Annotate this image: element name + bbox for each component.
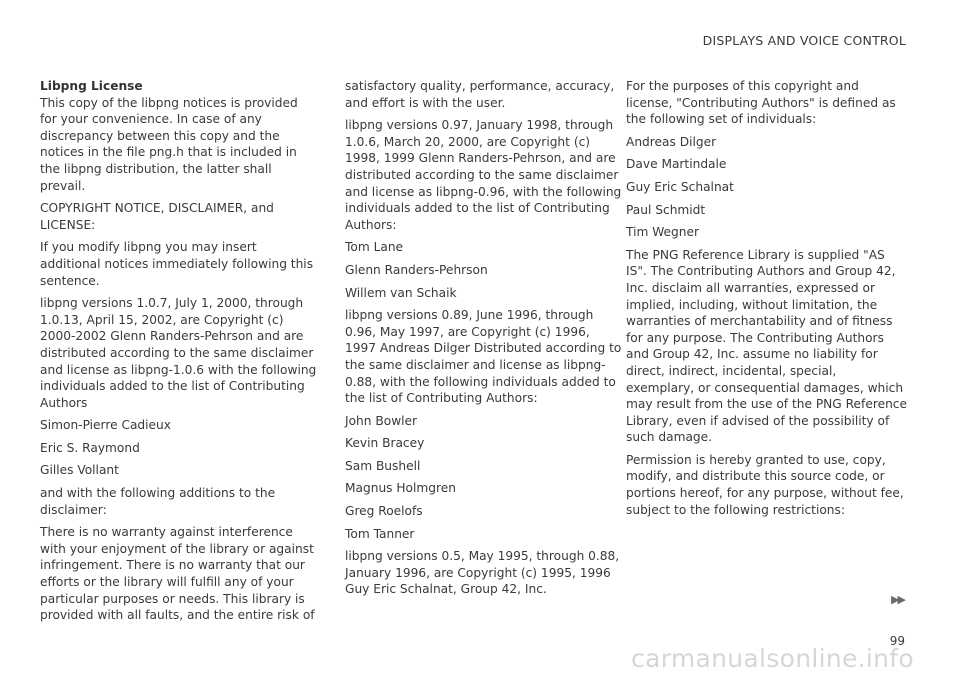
paragraph: Greg Roelofs bbox=[345, 504, 423, 519]
paragraph: John Bowler bbox=[345, 413, 418, 428]
paragraph: Kevin Bracey bbox=[345, 436, 425, 451]
paragraph: Paul Schmidt bbox=[626, 202, 706, 217]
paragraph: libpng versions 0.5, May 1995, through 0.88, January 1996, are Copyright (c) 1995, 1996 Guy Eric Schalnat, Group 42, Inc. bbox=[345, 549, 620, 597]
paragraph: Guy Eric Schalnat bbox=[626, 179, 734, 194]
paragraph: Tom Lane bbox=[345, 240, 404, 255]
paragraph: Tim Wegner bbox=[626, 225, 700, 240]
paragraph: Simon-Pierre Cadieux bbox=[40, 418, 171, 433]
column-3-paragraphs bbox=[626, 78, 908, 518]
paragraph: The PNG Reference Library is supplied "AS IS". The Contributing Authors and Group 42, Inc. disclaim all warranties, expressed or implied, including, without limitation, the warranties of merchantability and of fitness for any purpose. The Contributing Authors and Group 42, Inc. assume no liability for direct, indirect, incidental, special, exemplary, or consequential damages, which may result from the use of the PNG Reference Library, even if advised of the possibility of such damage. bbox=[626, 247, 907, 445]
paragraph: libpng versions 0.97, January 1998, through 1.0.6, March 20, 2000, are Copyright (c) 1998, 1999 Glenn Randers-Pehrson, and are distributed according to the same disclaimer and license as libpng-0.96, with the following individuals added to the list of Contributing Authors: bbox=[345, 118, 622, 232]
paragraph: Glenn Randers-Pehrson bbox=[345, 262, 488, 277]
paragraph: There is no warranty against interference with your enjoyment of the library or against infringement. There is no warranty that our efforts or the library will fulfill any of your particular purposes or needs. This library is provided with all faults, and the entire risk of bbox=[40, 525, 315, 623]
paragraph: Permission is hereby granted to use, copy, modify, and distribute this source code, or portions hereof, for any purpose, without fee, subject to the following restrictions: bbox=[626, 452, 904, 517]
paragraph: Tom Tanner bbox=[345, 526, 415, 541]
text-column-2 bbox=[345, 78, 623, 604]
paragraph: COPYRIGHT NOTICE, DISCLAIMER, and LICENSE: bbox=[40, 201, 274, 232]
paragraph: and with the following additions to the disclaimer: bbox=[40, 486, 276, 517]
column-2-paragraphs bbox=[345, 78, 623, 598]
paragraph: Dave Martindale bbox=[626, 157, 727, 172]
paragraph: Magnus Holmgren bbox=[345, 481, 456, 496]
paragraph: libpng versions 0.89, June 1996, through 0.96, May 1997, are Copyright (c) 1996, 1997 Andreas Dilger Distributed according to the same disclaimer and license as libpng-0.88, with the following individuals added to the list of Contributing Authors: bbox=[345, 308, 622, 406]
paragraph: Gilles Vollant bbox=[40, 463, 119, 478]
paragraph: This copy of the libpng notices is provided for your convenience. In case of any discrepancy between this copy and the notices in the file png.h that is included in the libpng distribution, the latter shall prevail. bbox=[40, 95, 298, 193]
column-1-paragraphs bbox=[40, 95, 318, 624]
page-number: 99 bbox=[889, 634, 905, 648]
paragraph: Eric S. Raymond bbox=[40, 440, 140, 455]
paragraph: If you modify libpng you may insert additional notices immediately following this sentence. bbox=[40, 240, 314, 288]
paragraph: Andreas Dilger bbox=[626, 134, 717, 149]
paragraph: For the purposes of this copyright and license, "Contributing Authors" is defined as the following set of individuals: bbox=[626, 79, 896, 127]
next-page-icon[interactable]: ▶▶ bbox=[891, 593, 904, 606]
section-heading: Libpng License bbox=[40, 79, 143, 93]
paragraph: libpng versions 1.0.7, July 1, 2000, through 1.0.13, April 15, 2002, are Copyright (c) 2000-2002 Glenn Randers-Pehrson and are distributed according to the same disclaimer and license as libpng-1.0.6 with the following individuals added to the list of Contributing Authors bbox=[40, 296, 317, 410]
paragraph: satisfactory quality, performance, accuracy, and effort is with the user. bbox=[345, 79, 615, 110]
section-header: DISPLAYS AND VOICE CONTROL bbox=[702, 33, 906, 48]
paragraph: Sam Bushell bbox=[345, 458, 421, 473]
paragraph: Willem van Schaik bbox=[345, 285, 457, 300]
watermark: carmanualsonline.info bbox=[631, 644, 914, 673]
text-column-1 bbox=[40, 78, 318, 630]
text-column-3 bbox=[626, 78, 908, 524]
